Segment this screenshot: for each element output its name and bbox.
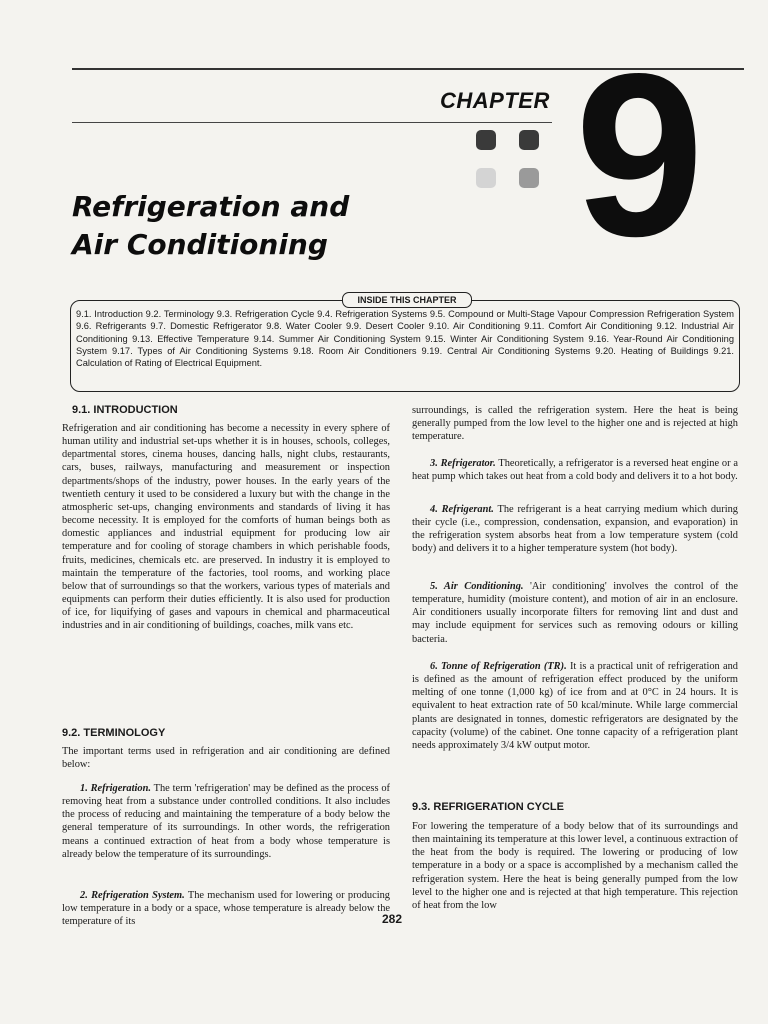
term-refrigeration-text: The term 'refrigeration' may be defined as the process of removing heat from a substance under controlled conditions. It also includes the process of reducing and maintaining the temperature of a body below the general temperature of its surroundings. In other words, the refrigeration means a continued extraction of heat from a body whose temperature is already below the temperature of its surroundings. (62, 783, 390, 860)
term-refrigeration-paragraph (62, 782, 390, 861)
introduction-paragraph: Refrigeration and air conditioning has become a necessity in every sphere of human utility and industrial set-ups whether it is in houses, schools, colleges, departmental stores, cinema houses, dancing halls, night clubs, restaurants, cars, buses, railways, manufacturing and measurement or inspection departments/shops of the industry, power houses. In the early years of the twentieth century it used to be considered a luxury but with the change in the atmospheric set-ups, changing environments and standards of living it has become necessity. It is employed for the comforts of human beings both as domestic appliances and industrial equipment for producing low air temperature and for cooling of storage chambers in which perishable foods, fruits, medicines, chemicals etc. are preserved. In industry it is employed to maintain the temperature of the factories, tool rooms, and working place below that of surroundings so that the workers, various types of materials and equipments can perform their duties efficiently. It is also used for production of ice, for liquifying of gases and vapours in chemical and pharmaceutical industries and in air conditioning of buildings, coaches, milk vans etc. (62, 423, 390, 632)
chapter-label: CHAPTER (440, 88, 550, 113)
term-refrigeration-system-label: 2. Refrigeration System. (80, 890, 185, 901)
term-tonne-of-refrigeration-paragraph (412, 660, 738, 752)
term-refrigerator-label: 3. Refrigerator. (430, 458, 496, 469)
term-refrigerant-label: 4. Refrigerant. (430, 504, 494, 515)
term-air-conditioning-paragraph (412, 580, 738, 646)
section-heading-introduction: 9.1. INTRODUCTION (72, 404, 178, 416)
term-air-conditioning-text: 'Air conditioning' involves the control of the temperature, humidity (moisture content), and motion of air in an enclosure. Air conditioners usually incorporate filters for removing lint and dust and may include equipment for services such as removing odours or killing bacteria. (412, 581, 738, 645)
refrigeration-system-continuation: surroundings, is called the refrigeration system. Here the heat is being generally pumped from the low level to the higher one and is rejected at high temperature. (412, 405, 738, 443)
chapter-rule (72, 122, 552, 123)
decorative-square (519, 168, 539, 188)
terminology-intro-paragraph: The important terms used in refrigeration and air conditioning are defined below: (62, 746, 390, 771)
term-refrigerator-paragraph (412, 457, 738, 483)
section-heading-terminology: 9.2. TERMINOLOGY (62, 727, 166, 739)
refrigeration-cycle-paragraph: For lowering the temperature of a body below that of its surroundings and then maintaining its temperature at this lower level, a continuous extraction of the heat from the body is required. The lowering or producing of low temperature in a body or a space is accomplished by a mechanism called the refrigeration system. Here the heat is being generally pumped from the low level to the higher one and is rejected at that high temperature. This rejection of heat from the low (412, 821, 738, 911)
term-refrigeration-system-paragraph (62, 889, 390, 928)
term-tonne-of-refrigeration-text: It is a practical unit of refrigeration and is defined as the amount of refrigeration effect produced by the uniform melting of one tonne (1,000 kg) of ice from and at 0°C in 24 hours. It is equivalent to heat extraction rate of 50 kcal/minute. While large commercial plants are designated in tonnes, domestic refrigerators are designated by the capacity (volume) of the cabinet. One tonne capacity of a refrigeration plant needs approximately 3/4 kW output motor. (412, 661, 738, 751)
term-air-conditioning-label: 5. Air Conditioning. (430, 581, 524, 592)
term-tonne-of-refrigeration-label: 6. Tonne of Refrigeration (TR). (430, 661, 567, 672)
chapter-number: 9 (575, 26, 705, 285)
section-heading-refrigeration-cycle: 9.3. REFRIGERATION CYCLE (412, 801, 564, 813)
chapter-title-line-2: Air Conditioning (72, 228, 328, 261)
page-number: 282 (381, 912, 403, 926)
term-refrigerant-text: The refrigerant is a heat carrying medium which during their cycle (i.e., compression, condensation, expansion, and evaporation) in the refrigeration system absorbs heat from a low temperature system (cold body) and delivers it to a higher temperature system (hot body). (412, 504, 738, 555)
decorative-square (476, 168, 496, 188)
inside-chapter-contents: 9.1. Introduction 9.2. Terminology 9.3. Refrigeration Cycle 9.4. Refrigeration Systems 9.5. Compound or Multi-Stage Vapour Compression Refrigeration System 9.6. Refrigerants 9.7. Domestic Refrigerator 9.8. Water Cooler 9.9. Desert Cooler 9.10. Air Conditioning 9.11. Comfort Air Conditioning 9.12. Industrial Air Conditioning 9.13. Effective Temperature 9.14. Summer Air Conditioning System 9.15. Winter Air Conditioning System 9.16. Year-Round Air Conditioning System 9.17. Types of Air Conditioning Systems 9.18. Room Air Conditioners 9.19. Central Air Conditioning Systems 9.20. Heating of Buildings 9.21. Calculation of Rating of Electrical Equipment. (76, 309, 734, 369)
decorative-square (476, 130, 496, 150)
term-refrigerant-paragraph (412, 503, 738, 556)
decorative-square (519, 130, 539, 150)
term-refrigerator-text: Theoretically, a refrigerator is a reversed heat engine or a heat pump which takes out heat from a cold body and delivers it to a hot body. (412, 458, 738, 483)
inside-chapter-label: INSIDE THIS CHAPTER (342, 292, 472, 308)
term-refrigeration-system-text: The mechanism used for lowering or producing low temperature in a body or a space, whose temperature is already below the temperature of its (62, 890, 391, 928)
term-refrigeration-label: 1. Refrigeration. (80, 783, 151, 794)
chapter-title-line-1: Refrigeration and (72, 190, 350, 223)
